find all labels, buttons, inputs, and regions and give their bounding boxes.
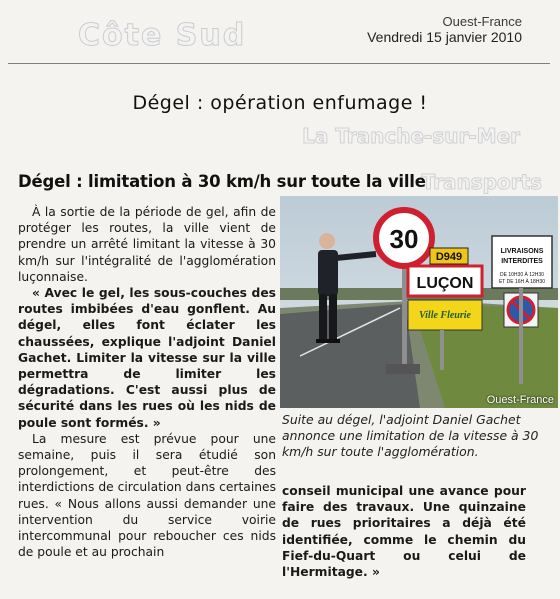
publication-name: Ouest-France xyxy=(442,14,522,29)
ghost-side-text-1: La Tranche-sur-Mer xyxy=(302,124,520,148)
ghost-side-text-2: Transports xyxy=(421,170,542,194)
quote-text: « Avec le gel, les sous-couches des routes imbibées d'eau gonflent. Au dégel, elles font éclater les chaussées, explique l'adjoint Daniel Gachet. Limiter la vitesse sur la ville permettra de limiter les dégradations. C'est aussi plus de sécurité dans les rues où les nids de poule sont formés. » xyxy=(18,286,276,430)
photo-scene xyxy=(280,196,558,408)
svg-text:ET DE 16H À 18H30: ET DE 16H À 18H30 xyxy=(498,279,546,285)
svg-text:Ville Fleurie: Ville Fleurie xyxy=(419,310,471,321)
svg-text:DE 10H30 À 12H30: DE 10H30 À 12H30 xyxy=(500,272,544,278)
masthead xyxy=(367,14,522,45)
photo-credit: Ouest-France xyxy=(486,394,554,406)
publication-date: Vendredi 15 janvier 2010 xyxy=(367,29,522,45)
ghost-section-title: Côte Sud xyxy=(78,18,247,53)
article-paragraph-3: La mesure est prévue pour une semaine, puis il sera étudié son prolongement, et peut-être des interdictions de circulation dans certaines rues. « Nous allons aussi demander une intervention du service voirie intercommunal pour reboucher ces nids de poule et au prochain xyxy=(18,431,276,560)
svg-text:LIVRAISONS: LIVRAISONS xyxy=(500,248,544,255)
svg-text:INTERDITES: INTERDITES xyxy=(501,258,543,265)
svg-text:D949: D949 xyxy=(435,251,463,263)
banner-title: Dégel : opération enfumage ! xyxy=(132,92,428,114)
article-column-right xyxy=(282,483,526,580)
article-paragraph-2 xyxy=(18,285,276,431)
article-headline: Dégel : limitation à 30 km/h sur toute la ville xyxy=(18,172,426,191)
article-paragraph-1: À la sortie de la période de gel, afin de protéger les routes, la ville vient de prendre un arrêté limitant la vitesse à 30 km/h sur l'intégralité de l'agglomération luçonnaise. xyxy=(18,205,276,284)
header-rule xyxy=(8,63,550,64)
article-continuation: conseil municipal une avance pour faire des travaux. Une quinzaine de rues prioritaires a déjà été identifiée, comme le chemin du Fief-du-Quart ou celui de l'Hermitage. » xyxy=(282,484,526,580)
svg-text:30: 30 xyxy=(389,224,419,254)
article-photo xyxy=(280,196,558,408)
svg-text:LUÇON: LUÇON xyxy=(416,275,474,292)
article-column-left xyxy=(18,204,276,560)
photo-caption: Suite au dégel, l'adjoint Daniel Gachet annonce une limitation de la vitesse à 30 km/h sur toute l'agglomération. xyxy=(282,412,539,459)
